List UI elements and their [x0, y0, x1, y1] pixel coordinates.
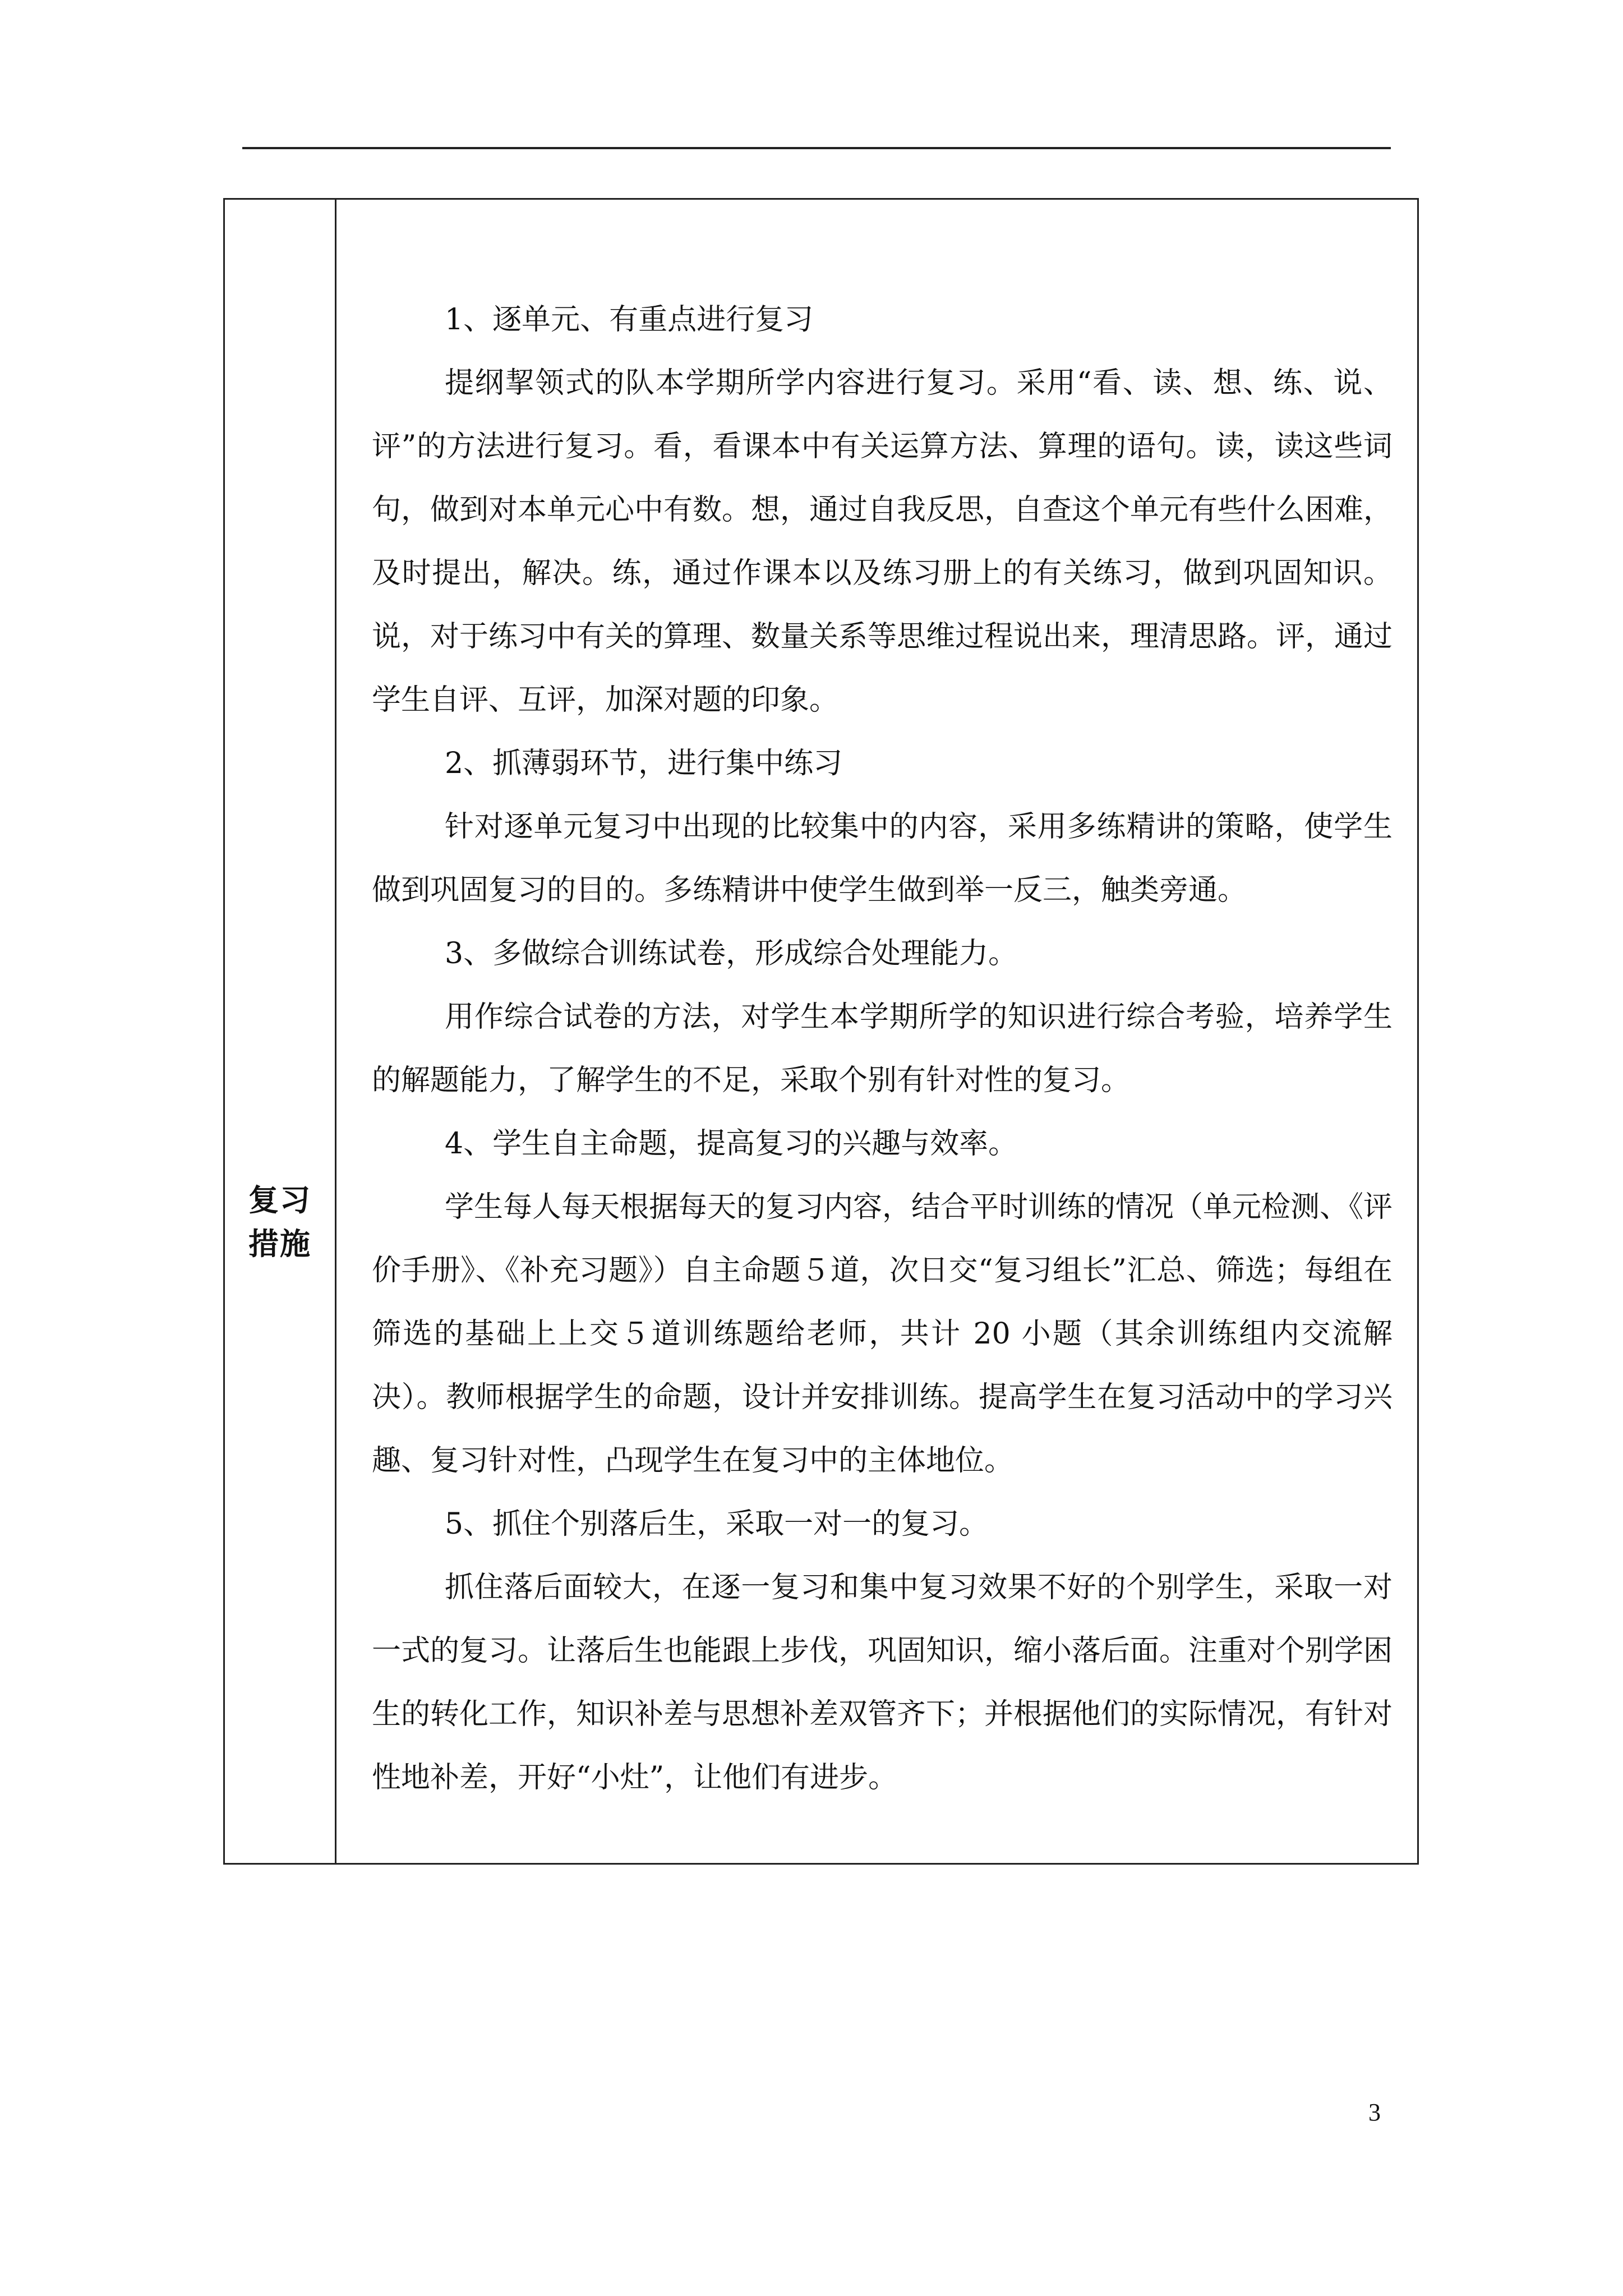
heading-3: 3、多做综合训练试卷，形成综合处理能力。 — [445, 937, 1018, 970]
heading-1: 1、逐单元、有重点进行复习 — [445, 303, 814, 337]
row-label-line-1: 复习 — [248, 1182, 311, 1218]
paragraph-3: 用作综合试卷的方法，对学生本学期所学的知识进行综合考验，培养学生的解题能力，了解学生的不足，采取个别有针对性的复习。 — [372, 1000, 1393, 1097]
header-rule — [242, 147, 1391, 149]
row-label — [225, 1179, 335, 1266]
heading-4: 4、学生自主命题，提高复习的兴趣与效率。 — [445, 1127, 1018, 1161]
content-cell — [372, 288, 1393, 1810]
row-label-line-2: 措施 — [248, 1226, 311, 1262]
column-divider — [335, 200, 336, 1863]
paragraph-4: 学生每人每天根据每天的复习内容，结合平时训练的情况（单元检测、《评价手册》、《补充习题》）自主命题５道，次日交“复习组长”汇总、筛选；每组在筛选的基础上上交５道训练题给老师，共计 20 小题（其余训练组内交流解决）。教师根据学生的命题，设计并安排训练。提高学生在复习活动中的学习兴趣、复习针对性，凸现学生在复习中的主体地位。 — [372, 1190, 1393, 1478]
paragraph-1: 提纲挈领式的队本学期所学内容进行复习。采用“看、读、想、练、说、评”的方法进行复习。看，看课本中有关运算方法、算理的语句。读，读这些词句，做到对本单元心中有数。想，通过自我反思，自查这个单元有些什么困难，及时提出，解决。练，通过作课本以及练习册上的有关练习，做到巩固知识。说，对于练习中有关的算理、数量关系等思维过程说出来，理清思路。评，通过学生自评、互评，加深对题的印象。 — [372, 366, 1393, 717]
paragraph-2: 针对逐单元复习中出现的比较集中的内容，采用多练精讲的策略，使学生做到巩固复习的目的。多练精讲中使学生做到举一反三，触类旁通。 — [372, 810, 1393, 907]
page-number: 3 — [1368, 2099, 1381, 2126]
heading-2: 2、抓薄弱环节，进行集中练习 — [445, 747, 843, 780]
review-measures-table — [223, 198, 1419, 1865]
paragraph-5: 抓住落后面较大，在逐一复习和集中复习效果不好的个别学生，采取一对一式的复习。让落后生也能跟上步伐，巩固知识，缩小落后面。注重对个别学困生的转化工作，知识补差与思想补差双管齐下；并根据他们的实际情况，有针对性地补差，开好“小灶”，让他们有进步。 — [372, 1571, 1393, 1795]
heading-5: 5、抓住个别落后生，采取一对一的复习。 — [445, 1507, 989, 1541]
